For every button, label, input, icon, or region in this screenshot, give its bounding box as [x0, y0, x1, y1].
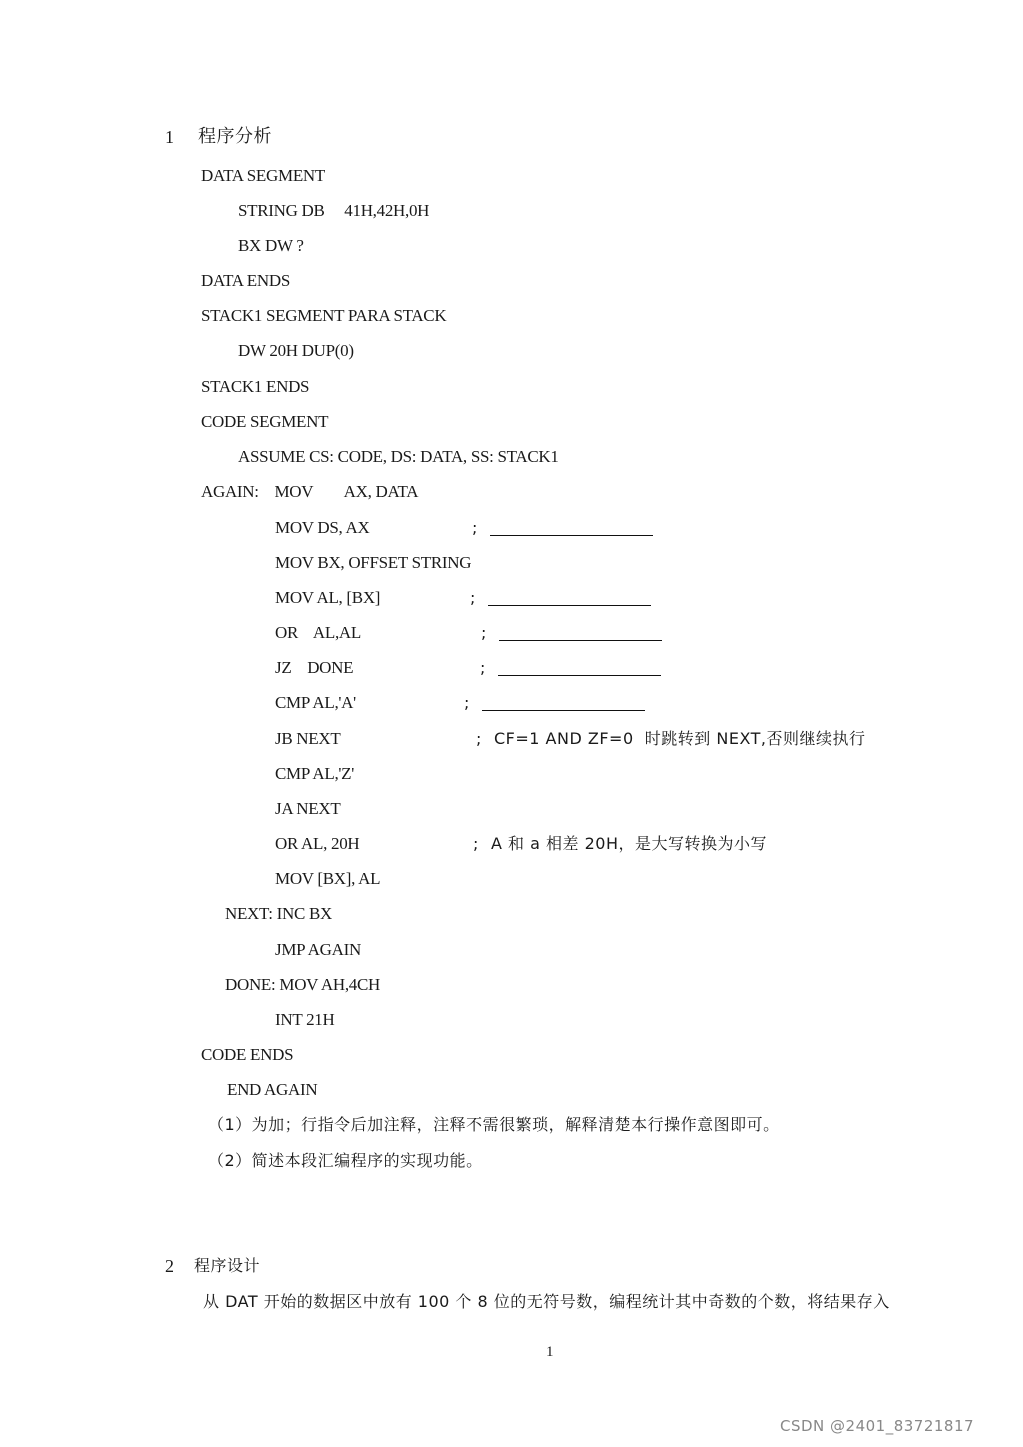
comment-semicolon: ;	[472, 518, 478, 537]
comment-blank	[482, 710, 645, 711]
code-line: ASSUME CS: CODE, DS: DATA, SS: STACK1	[238, 447, 559, 466]
code-line: STACK1 ENDS	[201, 377, 310, 396]
comment-blank	[490, 535, 653, 536]
code-line: JZ DONE	[275, 658, 354, 677]
comment-jb: CF=1 AND ZF=0 时跳转到 NEXT,否则继续执行	[494, 729, 866, 748]
section-2-text: 从 DAT 开始的数据区中放有 100 个 8 位的无符号数，编程统计其中奇数的个数，将结果存入	[203, 1292, 890, 1311]
code-line: MOV DS, AX	[275, 518, 370, 537]
code-line: MOV [BX], AL	[275, 869, 381, 888]
comment-blank	[499, 640, 662, 641]
comment-semicolon: ;	[480, 658, 486, 677]
code-line: OR AL, 20H	[275, 834, 360, 853]
code-line: JMP AGAIN	[275, 940, 361, 959]
code-line: CMP AL,'A'	[275, 693, 356, 712]
section-2-number: 2	[165, 1256, 174, 1276]
code-line: MOV AL, [BX]	[275, 588, 381, 607]
section-1-title: 程序分析	[198, 126, 272, 147]
comment-or: A 和 a 相差 20H，是大写转换为小写	[491, 834, 767, 853]
code-line: JA NEXT	[275, 799, 341, 818]
comment-semicolon: ;	[470, 588, 476, 607]
comment-semicolon: ;	[476, 729, 482, 748]
code-line: DATA ENDS	[201, 271, 290, 290]
code-line: BX DW ?	[238, 236, 304, 255]
code-line: DW 20H DUP(0)	[238, 341, 354, 360]
watermark: CSDN @2401_83721817	[780, 1417, 975, 1435]
code-line: MOV BX, OFFSET STRING	[275, 553, 472, 572]
comment-blank	[498, 675, 661, 676]
comment-semicolon: ;	[464, 693, 470, 712]
section-1-number: 1	[165, 127, 174, 147]
code-line: DONE: MOV AH,4CH	[225, 975, 380, 994]
section-2-title: 程序设计	[194, 1256, 261, 1275]
code-line: INT 21H	[275, 1010, 335, 1029]
code-line: JB NEXT	[275, 729, 341, 748]
code-line: CMP AL,'Z'	[275, 764, 355, 783]
code-line: STACK1 SEGMENT PARA STACK	[201, 306, 447, 325]
code-line: CODE ENDS	[201, 1045, 294, 1064]
code-line: OR AL,AL	[275, 623, 361, 642]
code-line: AGAIN: MOV AX, DATA	[201, 482, 419, 501]
code-line: DATA SEGMENT	[201, 166, 325, 185]
page-number: 1	[546, 1344, 554, 1360]
code-line: CODE SEGMENT	[201, 412, 329, 431]
code-line: NEXT: INC BX	[225, 904, 332, 923]
question-2: （2）简述本段汇编程序的实现功能。	[208, 1151, 483, 1170]
question-1: （1）为加；行指令后加注释，注释不需很繁琐，解释清楚本行操作意图即可。	[208, 1115, 780, 1134]
comment-blank	[488, 605, 651, 606]
comment-semicolon: ;	[473, 834, 479, 853]
code-line: STRING DB 41H,42H,0H	[238, 201, 430, 220]
comment-semicolon: ;	[481, 623, 487, 642]
code-line: END AGAIN	[227, 1080, 318, 1099]
